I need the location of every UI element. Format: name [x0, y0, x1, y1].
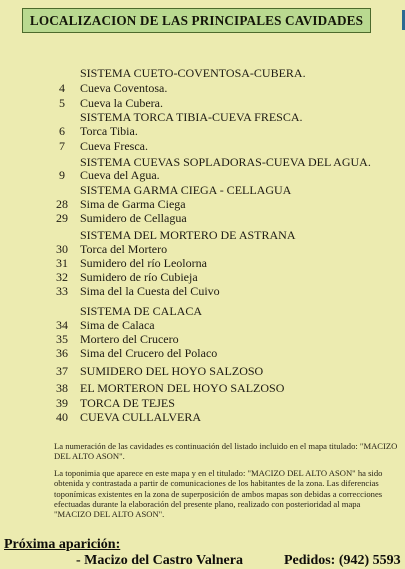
cave-number: 31 — [56, 256, 68, 270]
list-item — [52, 96, 163, 110]
cave-name: Mortero del Crucero — [80, 332, 179, 346]
list-item — [52, 396, 175, 410]
list-item — [52, 168, 160, 182]
list-item — [52, 381, 284, 395]
list-item — [52, 284, 220, 298]
system-heading: SISTEMA CUETO-COVENTOSA-CUBERA. — [80, 66, 306, 80]
footer-title: Próxima aparición: — [4, 537, 121, 552]
note-paragraph: La toponimia que aparece en este mapa y en el titulado: "MACIZO DEL ALTO ASON" ha sido obtenida y contrastada a partir de comunicaciones de los habitantes de la zona. Las diferencias toponímicas existentes en la zona de superposición de ambos mapas son debidas a correcciones efectuadas durante la elaboración del presente plano, realizado con posterioridad al mapa "MACIZO DEL ALTO ASON". — [54, 467, 383, 520]
cave-name: Sima de Garma Ciega — [80, 197, 186, 211]
cave-name: Torca Tibia. — [80, 124, 138, 138]
footer-subtitle: - Macizo del Castro Valnera — [76, 553, 243, 568]
cave-number: 28 — [56, 197, 68, 211]
cave-name: EL MORTERON DEL HOYO SALZOSO — [80, 381, 285, 395]
cave-name: Sima del la Cuesta del Cuivo — [80, 284, 220, 298]
cave-number: 9 — [59, 168, 65, 182]
system-heading: SISTEMA CUEVAS SOPLADORAS-CUEVA DEL AGUA. — [80, 155, 371, 169]
system-heading: SISTEMA GARMA CIEGA - CELLAGUA — [80, 183, 292, 197]
cave-number: 34 — [56, 318, 68, 332]
cave-name: Sumidero de río Cubieja — [80, 270, 198, 284]
list-item — [52, 410, 201, 424]
cave-name: Sumidero de Cellagua — [80, 211, 187, 225]
list-item — [52, 346, 217, 360]
list-item — [52, 124, 138, 138]
note-paragraph: La numeración de las cavidades es continuación del listado incluido en el mapa titulado: "MACIZO DEL ALTO ASON". — [54, 441, 398, 462]
list-item — [52, 318, 155, 332]
list-item — [52, 256, 207, 270]
list-item — [52, 81, 167, 95]
cave-number: 5 — [59, 96, 65, 110]
cave-number: 29 — [56, 211, 68, 225]
system-heading: SISTEMA DEL MORTERO DE ASTRANA — [80, 228, 296, 242]
list-item — [52, 332, 179, 346]
list-item — [52, 242, 167, 256]
cave-name: Cueva la Cubera. — [80, 96, 163, 110]
list-item — [52, 364, 263, 378]
notes-block — [54, 441, 399, 526]
cave-name: TORCA DE TEJES — [80, 396, 175, 410]
list-item — [52, 197, 186, 211]
list-item — [52, 270, 198, 284]
cave-number: 32 — [56, 270, 68, 284]
cave-name: Sumidero del río Leolorna — [80, 256, 207, 270]
system-heading: SISTEMA DE CALACA — [80, 304, 203, 318]
cave-name: Torca del Mortero — [80, 242, 168, 256]
cave-name: Sima de Calaca — [80, 318, 155, 332]
cave-number: 36 — [56, 346, 68, 360]
cave-number: 7 — [59, 139, 65, 153]
cave-number: 38 — [56, 381, 68, 395]
list-item — [52, 139, 148, 153]
cave-number: 35 — [56, 332, 68, 346]
footer-orders: Pedidos: (942) 5593 — [284, 553, 401, 568]
cave-number: 6 — [59, 124, 65, 138]
page-title: LOCALIZACION DE LAS PRINCIPALES CAVIDADES — [29, 12, 364, 28]
system-heading: SISTEMA TORCA TIBIA-CUEVA FRESCA. — [80, 110, 303, 124]
cave-name: Cueva del Agua. — [80, 168, 160, 182]
cave-number: 37 — [56, 364, 68, 378]
cave-name: Cueva Fresca. — [80, 139, 148, 153]
page-title-box — [22, 8, 371, 33]
cave-number: 4 — [59, 81, 65, 95]
cave-number: 33 — [56, 284, 68, 298]
cave-number: 40 — [56, 410, 68, 424]
cave-name: SUMIDERO DEL HOYO SALZOSO — [80, 364, 264, 378]
cave-name: Sima del Crucero del Polaco — [80, 346, 218, 360]
cave-name: CUEVA CULLALVERA — [80, 410, 202, 424]
cave-name: Cueva Coventosa. — [80, 81, 168, 95]
cave-number: 30 — [56, 242, 68, 256]
cave-number: 39 — [56, 396, 68, 410]
list-item — [52, 211, 187, 225]
